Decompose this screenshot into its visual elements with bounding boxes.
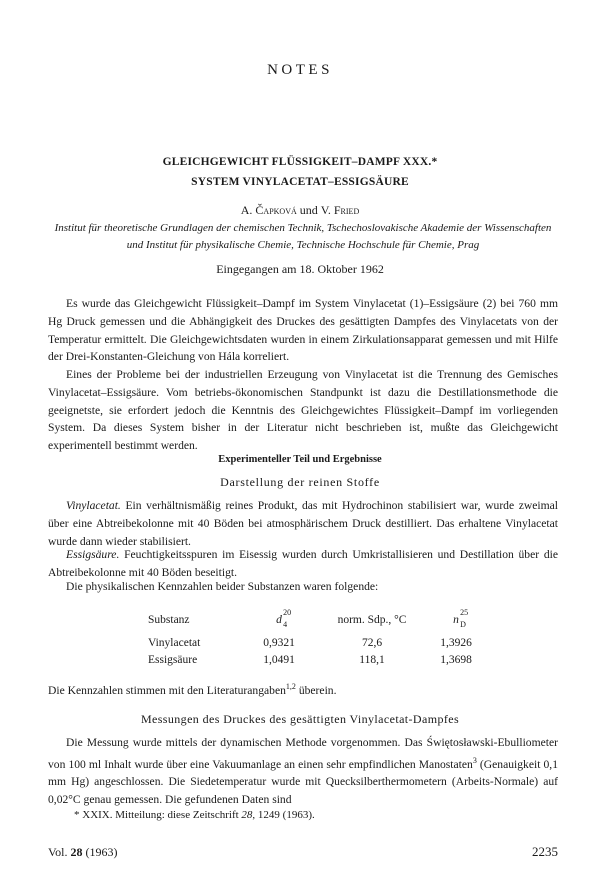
- article-title-line2: SYSTEM VINYLACETAT–ESSIGSÄURE: [191, 176, 409, 188]
- essigsaeure-text: Feuchtigkeitsspuren im Eisessig wurden durch Umkristallisieren und Destillation über die Abtreibekolonne mit 40 Böden beseitigt.: [48, 548, 558, 579]
- table-header-row: [148, 606, 486, 634]
- intro-paragraph: Eines der Probleme bei der industriellen Erzeugung von Vinylacetat ist die Trennung des Gemisches Vinylacetat–Essigsäure. Vom betriebs-ökonomischen Standpunkt ist dazu die Destillationsmethode die geeignetste, sie erfordert jedoch die Kenntnis des Gleichgewichtes Flüssigkeit–Dampf im vorliegenden System. Da dieses System bisher in der Literatur nicht beschrieben ist, mußte das Gleichgewicht experimentell bestimmt werden.: [48, 368, 558, 453]
- essigsaeure-paragraph: [48, 546, 558, 582]
- reference-marker: 1,2: [285, 682, 296, 691]
- col-refractive-index: n 25 D: [453, 608, 469, 629]
- experimental-heading: Experimenteller Teil und Ergebnisse: [218, 454, 382, 465]
- vinylacetat-text: Ein verhältnismäßig reines Produkt, das mit Hydrochinon stabilisiert war, wurde zweimal über eine Abtreibekolonne mit 40 Böden bei atmosphärischem Druck destilliert. Das erhaltene Vinylacetat wurde dann wieder stabilisiert.: [48, 499, 558, 548]
- constants-table: [148, 606, 486, 668]
- page-number: 2235: [532, 844, 558, 859]
- vinylacetat-label: Vinylacetat.: [66, 499, 121, 512]
- author-conjunction: und: [296, 203, 321, 217]
- journal-volume: Vol. 28 (1963): [48, 845, 118, 859]
- section-heading: NOTES: [267, 62, 333, 78]
- col-density: d 20 4: [276, 608, 292, 629]
- authors: [0, 203, 600, 218]
- constants-intro: Die physikalischen Kennzahlen beider Substanzen waren folgende:: [66, 580, 379, 593]
- preparation-heading: Darstellung der reinen Stoffe: [220, 475, 380, 489]
- author-1: A. Čapková: [240, 203, 297, 217]
- abstract-paragraph: Es wurde das Gleichgewicht Flüssigkeit–Dampf im System Vinylacetat (1)–Essigsäure (2) bei 760 mm Hg Druck gemessen und die Abhängigkeit des Druckes des gesättigten Dampfes des Vinylacetats von der Temperatur ermittelt. Die Gleichgewichtsdaten wurden in einem Zirkulationsapparat gemessen und mit Hilfe der Drei-Konstanten-Gleichung von Hála korreliert.: [48, 297, 558, 364]
- vinylacetat-paragraph: [48, 497, 558, 550]
- table-row: Essigsäure 1,0491 118,1 1,3698: [148, 653, 472, 666]
- measurement-heading: Messungen des Druckes des gesättigten Vinylacetat-Dampfes: [140, 712, 460, 726]
- footnote: * XXIX. Mitteilung: diese Zeitschrift 28, 1249 (1963).: [74, 809, 315, 821]
- author-2: V. Fried: [320, 203, 360, 217]
- constants-agreement: Die Kennzahlen stimmen mit den Literaturangaben$^{1,2}$ überein.: [48, 682, 337, 697]
- table-row: Vinylacetat 0,9321 72,6 1,3926: [148, 636, 472, 649]
- article-title-line1: GLEICHGEWICHT FLÜSSIGKEIT–DAMPF XXX.*: [162, 156, 438, 168]
- reference-marker: 3: [472, 755, 477, 765]
- measurement-paragraph: Die Messung wurde mittels der dynamischen Methode vorgenommen. Das Świętosławski-Ebulliometer von 100 ml Inhalt wurde über eine Vakuumanlage an einen sehr empfindlichen Manostaten$^3$ (Genauigkeit 0,1 mm Hg) angeschlossen. Die Siedetemperatur wurde mit Quecksilberthermometern (Arbeits-Normale) auf 0,02°C genau gemessen. Die gefundenen Daten sind: [48, 736, 558, 807]
- received-date: Eingegangen am 18. Oktober 1962: [216, 262, 384, 276]
- essigsaeure-label: Essigsäure.: [66, 548, 120, 561]
- col-substanz: Substanz: [148, 614, 190, 626]
- affiliation: Institut für theoretische Grundlagen der chemischen Technik, Tschechoslovakische Akademie der Wissenschaften und Institut für physikalische Chemie, Technische Hochschule für Chemie, Prag: [54, 222, 552, 251]
- col-boiling-point: norm. Sdp., °C: [337, 614, 407, 626]
